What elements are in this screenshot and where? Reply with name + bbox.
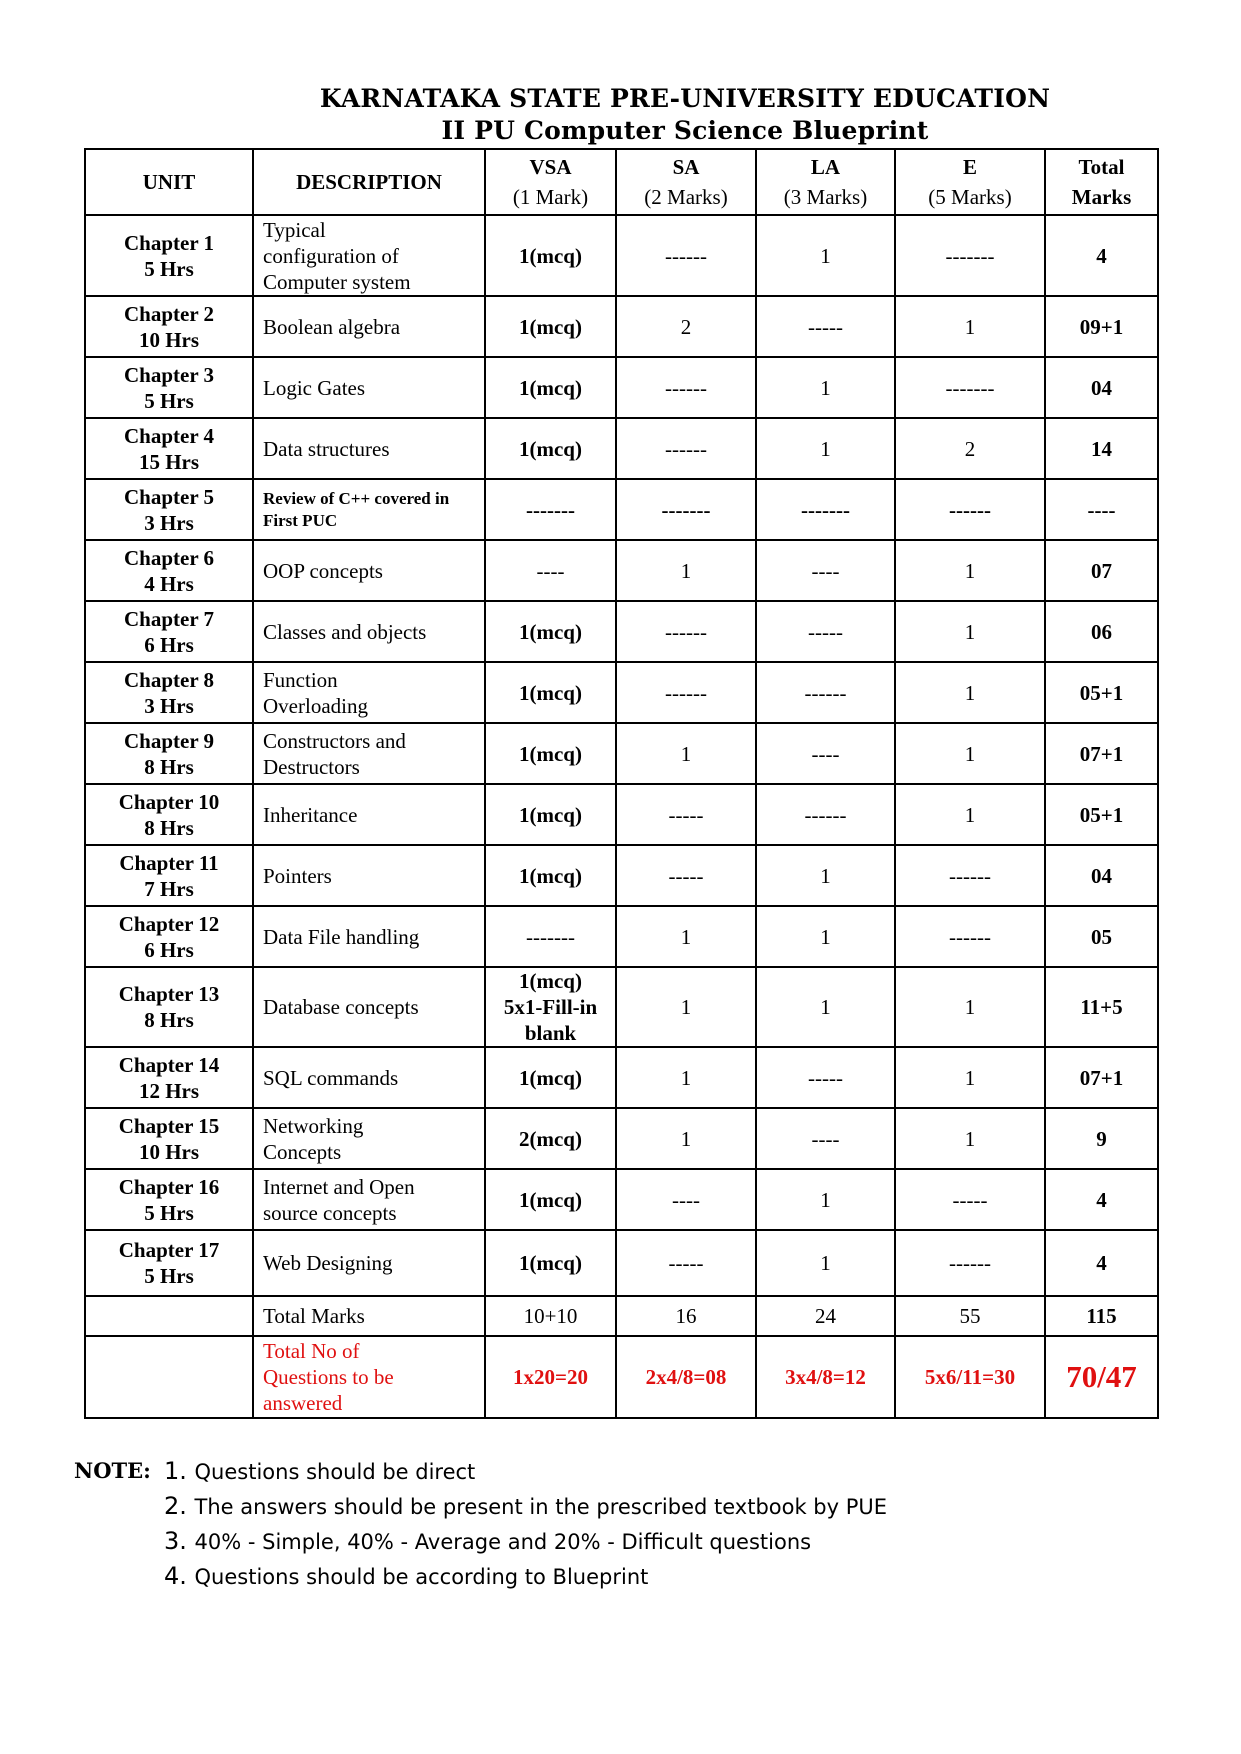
sa-cell: 1 — [616, 967, 756, 1047]
table-row — [85, 357, 1158, 418]
vsa-cell: 1(mcq) — [485, 215, 616, 296]
unit-cell: Chapter 5 3 Hrs — [85, 479, 253, 540]
table-row — [85, 215, 1158, 296]
total-marks-la: 24 — [756, 1296, 895, 1336]
vsa-cell: 1(mcq) — [485, 784, 616, 845]
e-cell: ------ — [895, 845, 1045, 906]
total-cell: 4 — [1045, 1230, 1158, 1296]
la-cell: 1 — [756, 967, 895, 1047]
unit-cell: Chapter 1 5 Hrs — [85, 215, 253, 296]
total-cell: 4 — [1045, 215, 1158, 296]
vsa-cell: ---- — [485, 540, 616, 601]
total-questions-e: 5x6/11=30 — [895, 1336, 1045, 1418]
total-cell: 4 — [1045, 1169, 1158, 1230]
description-cell: Classes and objects — [253, 601, 485, 662]
e-cell: 1 — [895, 1108, 1045, 1169]
la-cell: ------- — [756, 479, 895, 540]
e-cell: 1 — [895, 723, 1045, 784]
vsa-cell: ------- — [485, 906, 616, 967]
header-total: Total Marks — [1045, 149, 1158, 215]
document-subtitle: II PU Computer Science Blueprint — [441, 116, 929, 145]
description-cell: Function Overloading — [253, 662, 485, 723]
e-cell: ------ — [895, 906, 1045, 967]
table-row — [85, 723, 1158, 784]
sa-cell: ------ — [616, 357, 756, 418]
note-item: 1. Questions should be direct — [164, 1457, 476, 1485]
description-cell: Networking Concepts — [253, 1108, 485, 1169]
unit-cell: Chapter 2 10 Hrs — [85, 296, 253, 357]
la-cell: 1 — [756, 1230, 895, 1296]
description-cell: Data File handling — [253, 906, 485, 967]
total-marks-total: 115 — [1045, 1296, 1158, 1336]
e-cell: 1 — [895, 296, 1045, 357]
la-cell: 1 — [756, 906, 895, 967]
sa-cell: ------- — [616, 479, 756, 540]
total-marks-label: Total Marks — [253, 1296, 485, 1336]
total-cell: 05+1 — [1045, 784, 1158, 845]
unit-cell: Chapter 14 12 Hrs — [85, 1047, 253, 1108]
total-cell: 05+1 — [1045, 662, 1158, 723]
total-cell: 04 — [1045, 357, 1158, 418]
description-cell: Inheritance — [253, 784, 485, 845]
la-cell: ----- — [756, 601, 895, 662]
table-row — [85, 967, 1158, 1047]
table-row — [85, 906, 1158, 967]
sa-cell: 1 — [616, 1047, 756, 1108]
la-cell: ------ — [756, 784, 895, 845]
description-cell: Pointers — [253, 845, 485, 906]
e-cell: 2 — [895, 418, 1045, 479]
la-cell: ---- — [756, 1108, 895, 1169]
header-la: LA (3 Marks) — [756, 149, 895, 215]
vsa-cell: 1(mcq) — [485, 601, 616, 662]
sa-cell: ------ — [616, 601, 756, 662]
document-title: KARNATAKA STATE PRE-UNIVERSITY EDUCATION — [319, 84, 1051, 113]
sa-cell: ----- — [616, 845, 756, 906]
table-row — [85, 540, 1158, 601]
table-row — [85, 1169, 1158, 1230]
total-marks-vsa: 10+10 — [485, 1296, 616, 1336]
note-item: 3. 40% - Simple, 40% - Average and 20% - Difficult questions — [164, 1527, 812, 1555]
header-e: E (5 Marks) — [895, 149, 1045, 215]
unit-cell: Chapter 17 5 Hrs — [85, 1230, 253, 1296]
unit-cell: Chapter 12 6 Hrs — [85, 906, 253, 967]
la-cell: ----- — [756, 296, 895, 357]
table-row — [85, 1047, 1158, 1108]
unit-cell: Chapter 4 15 Hrs — [85, 418, 253, 479]
unit-cell: Chapter 10 8 Hrs — [85, 784, 253, 845]
vsa-cell: ------- — [485, 479, 616, 540]
header-sa: SA (2 Marks) — [616, 149, 756, 215]
e-cell: 1 — [895, 967, 1045, 1047]
table-row — [85, 601, 1158, 662]
table-body — [85, 215, 1158, 1296]
la-cell: 1 — [756, 215, 895, 296]
unit-cell: Chapter 15 10 Hrs — [85, 1108, 253, 1169]
description-cell: Typical configuration of Computer system — [253, 215, 485, 296]
vsa-cell: 1(mcq) — [485, 1230, 616, 1296]
sa-cell: ----- — [616, 1230, 756, 1296]
table-header-row — [85, 149, 1158, 215]
table-row — [85, 418, 1158, 479]
e-cell: ----- — [895, 1169, 1045, 1230]
note-item: 2. The answers should be present in the prescribed textbook by PUE — [164, 1492, 888, 1520]
e-cell: 1 — [895, 601, 1045, 662]
total-marks-row — [85, 1296, 1158, 1336]
total-cell: 06 — [1045, 601, 1158, 662]
sa-cell: 1 — [616, 540, 756, 601]
unit-cell: Chapter 13 8 Hrs — [85, 967, 253, 1047]
total-cell: 07+1 — [1045, 1047, 1158, 1108]
e-cell: 1 — [895, 662, 1045, 723]
total-cell: 07 — [1045, 540, 1158, 601]
unit-cell: Chapter 16 5 Hrs — [85, 1169, 253, 1230]
la-cell: 1 — [756, 1169, 895, 1230]
sa-cell: ---- — [616, 1169, 756, 1230]
total-questions-sa: 2x4/8=08 — [616, 1336, 756, 1418]
notes-list — [164, 1454, 1164, 1594]
e-cell: 1 — [895, 784, 1045, 845]
la-cell: 1 — [756, 845, 895, 906]
unit-cell: Chapter 8 3 Hrs — [85, 662, 253, 723]
description-cell: Logic Gates — [253, 357, 485, 418]
notes-label: NOTE: — [74, 1458, 151, 1483]
e-cell: ------- — [895, 215, 1045, 296]
description-cell: SQL commands — [253, 1047, 485, 1108]
e-cell: 1 — [895, 540, 1045, 601]
vsa-cell: 2(mcq) — [485, 1108, 616, 1169]
description-cell: OOP concepts — [253, 540, 485, 601]
vsa-cell: 1(mcq) — [485, 662, 616, 723]
vsa-cell: 1(mcq) — [485, 845, 616, 906]
description-cell: Internet and Open source concepts — [253, 1169, 485, 1230]
total-cell: ---- — [1045, 479, 1158, 540]
total-questions-vsa: 1x20=20 — [485, 1336, 616, 1418]
total-questions-label: Total No of Questions to be answered — [253, 1336, 485, 1418]
la-cell: 1 — [756, 418, 895, 479]
total-cell: 07+1 — [1045, 723, 1158, 784]
vsa-cell: 1(mcq) — [485, 1047, 616, 1108]
sa-cell: ------ — [616, 662, 756, 723]
total-cell: 09+1 — [1045, 296, 1158, 357]
e-cell: 1 — [895, 1047, 1045, 1108]
description-cell: Review of C++ covered in First PUC — [253, 479, 485, 540]
total-questions-row — [85, 1336, 1158, 1418]
unit-cell: Chapter 6 4 Hrs — [85, 540, 253, 601]
description-cell: Database concepts — [253, 967, 485, 1047]
sa-cell: 2 — [616, 296, 756, 357]
e-cell: ------ — [895, 479, 1045, 540]
header-unit: UNIT — [85, 149, 253, 215]
vsa-cell: 1(mcq) — [485, 296, 616, 357]
total-cell: 11+5 — [1045, 967, 1158, 1047]
total-marks-e: 55 — [895, 1296, 1045, 1336]
note-item: 4. Questions should be according to Blueprint — [164, 1562, 649, 1590]
description-cell: Constructors and Destructors — [253, 723, 485, 784]
sa-cell: ----- — [616, 784, 756, 845]
la-cell: ----- — [756, 1047, 895, 1108]
header-description: DESCRIPTION — [253, 149, 485, 215]
total-questions-unit-cell — [85, 1336, 253, 1418]
vsa-cell: 1(mcq) — [485, 723, 616, 784]
unit-cell: Chapter 3 5 Hrs — [85, 357, 253, 418]
sa-cell: ------ — [616, 215, 756, 296]
blueprint-table — [84, 148, 1159, 1419]
total-questions-la: 3x4/8=12 — [756, 1336, 895, 1418]
table-row — [85, 296, 1158, 357]
sa-cell: ------ — [616, 418, 756, 479]
table-row — [85, 1230, 1158, 1296]
table-row — [85, 1108, 1158, 1169]
description-cell: Data structures — [253, 418, 485, 479]
unit-cell: Chapter 7 6 Hrs — [85, 601, 253, 662]
total-cell: 14 — [1045, 418, 1158, 479]
e-cell: ------ — [895, 1230, 1045, 1296]
vsa-cell: 1(mcq) — [485, 418, 616, 479]
sa-cell: 1 — [616, 1108, 756, 1169]
la-cell: ---- — [756, 540, 895, 601]
unit-cell: Chapter 9 8 Hrs — [85, 723, 253, 784]
la-cell: 1 — [756, 357, 895, 418]
total-cell: 04 — [1045, 845, 1158, 906]
vsa-cell: 1(mcq) — [485, 357, 616, 418]
sa-cell: 1 — [616, 906, 756, 967]
table-row — [85, 845, 1158, 906]
sa-cell: 1 — [616, 723, 756, 784]
table-row — [85, 662, 1158, 723]
description-cell: Web Designing — [253, 1230, 485, 1296]
vsa-cell: 1(mcq) — [485, 1169, 616, 1230]
unit-cell: Chapter 11 7 Hrs — [85, 845, 253, 906]
total-questions-total: 70/47 — [1045, 1336, 1158, 1418]
total-cell: 05 — [1045, 906, 1158, 967]
la-cell: ---- — [756, 723, 895, 784]
vsa-cell: 1(mcq) 5x1-Fill-in blank — [485, 967, 616, 1047]
table-row — [85, 479, 1158, 540]
total-cell: 9 — [1045, 1108, 1158, 1169]
e-cell: ------- — [895, 357, 1045, 418]
description-cell: Boolean algebra — [253, 296, 485, 357]
header-vsa: VSA (1 Mark) — [485, 149, 616, 215]
total-marks-unit-cell — [85, 1296, 253, 1336]
la-cell: ------ — [756, 662, 895, 723]
total-marks-sa: 16 — [616, 1296, 756, 1336]
table-row — [85, 784, 1158, 845]
